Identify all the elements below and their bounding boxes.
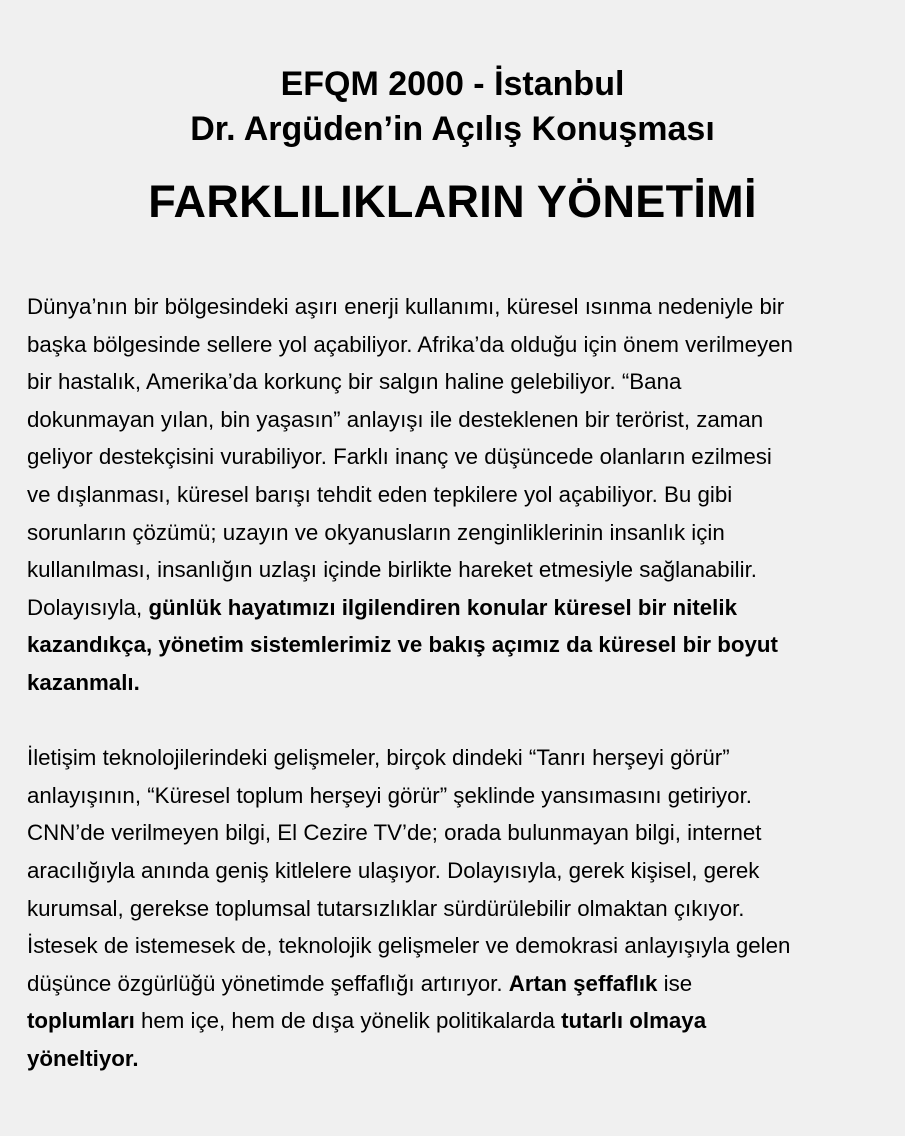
body-text: başka bölgesinde sellere yol açabiliyor. Afrika’da olduğu için önem verilmeyen [27, 331, 793, 357]
body-paragraph [27, 739, 897, 1077]
body-text: anlayışının, “Küresel toplum herşeyi görür” şeklinde yansımasını getiriyor. [27, 782, 752, 808]
paragraph-line [27, 1040, 897, 1078]
paragraph-line [27, 326, 897, 364]
body-paragraph [27, 288, 897, 702]
paragraph-line [27, 401, 897, 439]
body-text: geliyor destekçisini vurabiliyor. Farklı inanç ve düşüncede olanların ezilmesi [27, 444, 772, 470]
body-text: ise [657, 970, 693, 996]
body-text: aracılığıyla anında geniş kitlelere ulaşıyor. Dolayısıyla, gerek kişisel, gerek [27, 857, 760, 883]
paragraph-line [27, 739, 897, 777]
body-text: düşünce özgürlüğü yönetimde şeffaflığı artırıyor. [27, 970, 509, 996]
paragraph-line [27, 626, 897, 664]
body-text: CNN’de verilmeyen bilgi, El Cezire TV’de; orada bulunmayan bilgi, internet [27, 820, 762, 846]
body-text: dokunmayan yılan, bin yaşasın” anlayışı ile desteklenen bir terörist, zaman [27, 406, 764, 432]
body-text: ve dışlanması, küresel barışı tehdit eden tepkilere yol açabiliyor. Bu gibi [27, 481, 733, 507]
paragraph-line [27, 814, 897, 852]
paragraph-line [27, 890, 897, 928]
paragraph-line [27, 438, 897, 476]
paragraph-line [27, 551, 897, 589]
paragraph-line [27, 288, 897, 326]
emphasis-text: kazandıkça, yönetim sistemlerimiz ve bakış açımız da küresel bir boyut [27, 632, 778, 658]
document-body [27, 288, 897, 1077]
emphasis-text: tutarlı olmaya [561, 1008, 707, 1034]
paragraph-line [27, 852, 897, 890]
paragraph-line [27, 965, 897, 1003]
paragraph-line [27, 664, 897, 702]
emphasis-text: günlük hayatımızı ilgilendiren konular küresel bir nitelik [148, 594, 737, 620]
body-text: İstesek de istemesek de, teknolojik gelişmeler ve demokrasi anlayışıyla gelen [27, 933, 791, 959]
paragraph-line [27, 1002, 897, 1040]
body-text: kullanılması, insanlığın uzlaşı içinde birlikte hareket etmesiyle sağlanabilir. [27, 557, 757, 583]
paragraph-line [27, 927, 897, 965]
paragraph-line [27, 777, 897, 815]
emphasis-text: kazanmalı. [27, 669, 140, 695]
body-text: bir hastalık, Amerika’da korkunç bir salgın haline gelebiliyor. “Bana [27, 369, 682, 395]
page-title: FARKLILIKLARIN YÖNETİMİ [148, 176, 757, 227]
body-text: Dolayısıyla, [27, 594, 149, 620]
body-text: İletişim teknolojilerindeki gelişmeler, birçok dindeki “Tanrı herşeyi görür” [27, 745, 730, 771]
emphasis-text: toplumları [27, 1008, 135, 1034]
event-title: EFQM 2000 - İstanbul [280, 65, 625, 103]
body-text: hem içe, hem de dışa yönelik politikalarda [134, 1008, 562, 1034]
body-text: sorunların çözümü; uzayın ve okyanusların zenginliklerinin insanlık için [27, 519, 725, 545]
document-header [0, 0, 905, 228]
emphasis-text: Artan şeffaflık [508, 970, 658, 996]
paragraph-line [27, 589, 897, 627]
emphasis-text: yöneltiyor. [27, 1045, 139, 1071]
body-text: kurumsal, gerekse toplumsal tutarsızlıklar sürdürülebilir olmaktan çıkıyor. [27, 895, 745, 921]
speech-subtitle: Dr. Argüden’in Açılış Konuşması [190, 110, 715, 148]
paragraph-line [27, 363, 897, 401]
paragraph-line [27, 476, 897, 514]
body-text: Dünya’nın bir bölgesindeki aşırı enerji kullanımı, küresel ısınma nedeniyle bir [27, 294, 785, 319]
paragraph-line [27, 514, 897, 552]
